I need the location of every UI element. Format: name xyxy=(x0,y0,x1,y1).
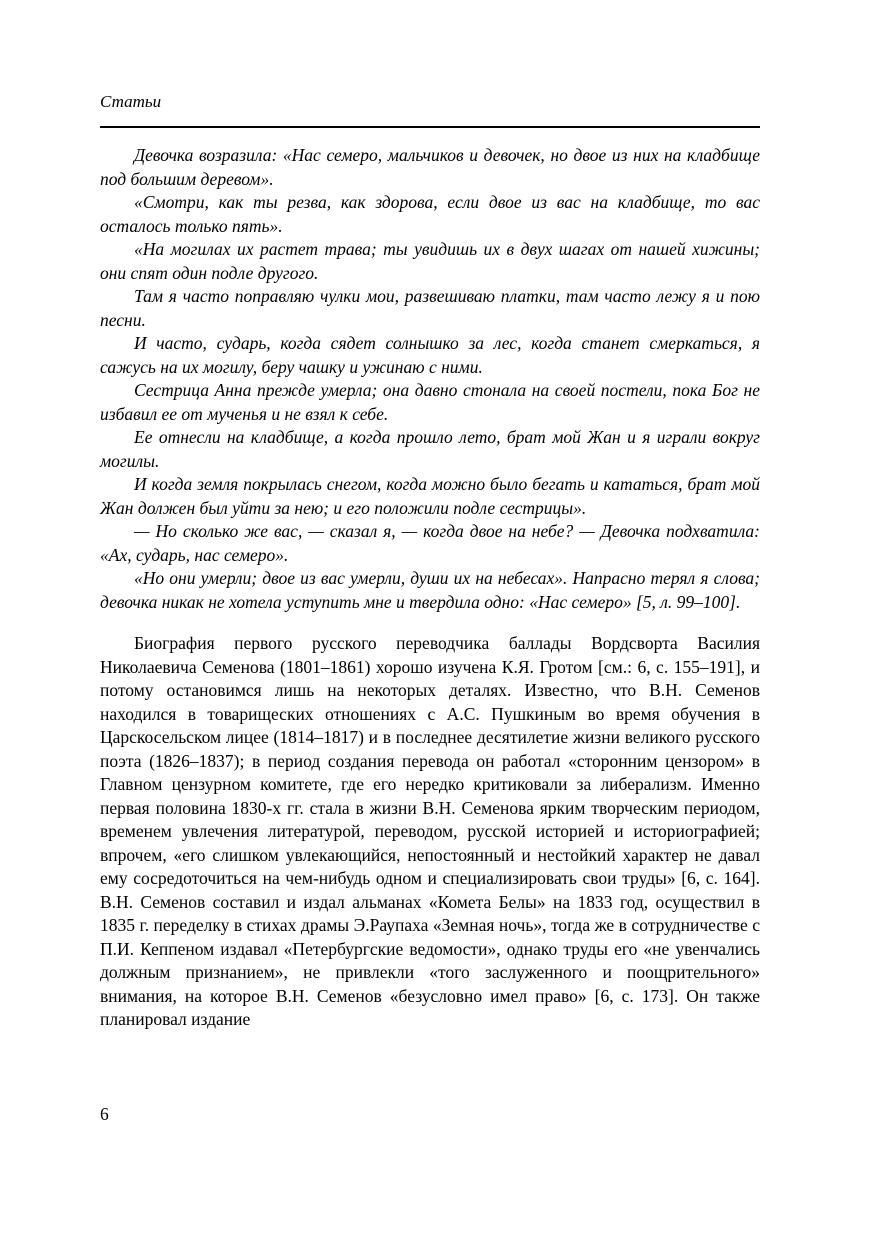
quote-paragraph: «Но они умерли; двое из вас умерли, души их на небесах». Напрасно терял я слова; девочка никак не хотела уступить мне и твердила одно: «Нас семеро» [5, л. 99–100]. xyxy=(100,568,760,612)
quote-paragraph: «Смотри, как ты резва, как здорова, если двое из вас на кладбище, то вас осталось только пять». xyxy=(100,192,760,236)
quote-paragraph: И когда земля покрылась снегом, когда можно было бегать и кататься, брат мой Жан должен был уйти за нею; и его положили подле сестрицы». xyxy=(100,474,760,518)
quote-paragraph: Ее отнесли на кладбище, а когда прошло лето, брат мой Жан и я играли вокруг могилы. xyxy=(100,427,760,471)
quote-paragraph: Девочка возразила: «Нас семеро, мальчиков и девочек, но двое из них на кладбище под большим деревом». xyxy=(100,145,760,189)
running-header: Статьи xyxy=(100,92,162,111)
quote-paragraph: Там я часто поправляю чулки мои, развешиваю платки, там часто лежу я и пою песни. xyxy=(100,286,760,330)
quote-block xyxy=(100,144,760,614)
quote-paragraph: Сестрица Анна прежде умерла; она давно стонала на своей постели, пока Бог не избавил ее от мученья и не взял к себе. xyxy=(100,380,760,424)
header-rule xyxy=(100,126,760,128)
quote-paragraph: «На могилах их растет трава; ты увидишь их в двух шагах от нашей хижины; они спят один подле другого. xyxy=(100,239,760,283)
body-paragraph: Биография первого русского переводчика баллады Вордсворта Василия Николаевича Семенова (1801–1861) хорошо изучена К.Я. Гротом [см.: 6, с. 155–191], и потому остановимся лишь на некоторых деталях. Известно, что В.Н. Семенов находился в товарищеских отношениях с А.С. Пушкиным во время обучения в Царскосельском лицее (1814–1817) и в последнее десятилетие жизни великого русского поэта (1826–1837); в период создания перевода он работал «сторонним цензором» в Главном цензурном комитете, где его нередко критиковали за либерализм. Именно первая половина 1830-х гг. стала в жизни В.Н. Семенова ярким творческим периодом, временем увлечения литературой, переводом, русской историей и историографией; впрочем, «его слишком увлекающийся, непостоянный и нестойкий характер не давал ему сосредоточиться на чем-нибудь одном и специализировать свои труды» [6, с. 164]. В.Н. Семенов составил и издал альманах «Комета Белы» на 1833 год, осуществил в 1835 г. переделку в стихах драмы Э.Раупаха «Земная ночь», тогда же в сотрудничестве с П.И. Кеппеном издавал «Петербургские ведомости», однако труды его «не увенчались должным признанием», не привлекли «того заслуженного и поощрительного» внимания, на которое В.Н. Семенов «безусловно имел право» [6, с. 173]. Он также планировал издание xyxy=(100,633,760,1029)
page-number: 6 xyxy=(100,1104,109,1124)
quote-paragraph: — Но сколько же вас, — сказал я, — когда двое на небе? — Девочка подхватила: «Ах, сударь, нас семеро». xyxy=(100,521,760,565)
quote-paragraph: И часто, сударь, когда сядет солнышко за лес, когда станет смеркаться, я сажусь на их могилу, беру чашку и ужинаю с ними. xyxy=(100,333,760,377)
body-text xyxy=(100,632,760,1032)
